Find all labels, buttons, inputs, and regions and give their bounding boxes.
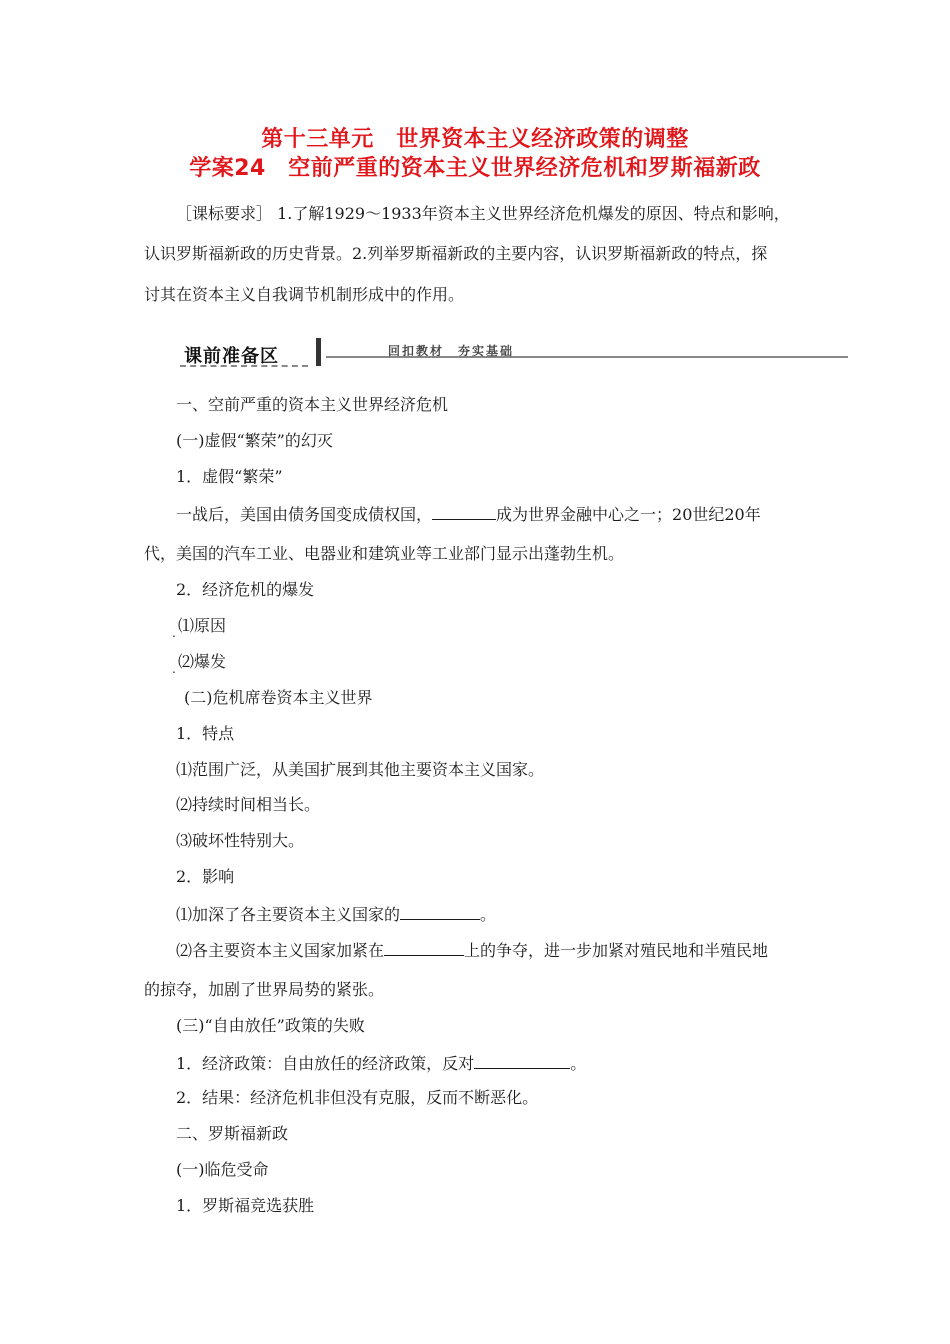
list-item: ⑵持续时间相当长。 bbox=[176, 795, 321, 814]
paragraph-line: 的掠夺，加剧了世界局势的紧张。 bbox=[144, 980, 385, 999]
subsection-heading: (一)虚假“繁荣”的幻灭 bbox=[176, 431, 333, 450]
banner-subtitle: 回扣教材 夯实基础 bbox=[388, 344, 515, 358]
unit-title: 第十三单元 世界资本主义经济政策的调整 bbox=[261, 127, 689, 152]
text-fragment: 上的争夺，进一步加紧对殖民地和半殖民地 bbox=[464, 941, 769, 960]
text-fragment: 。 bbox=[570, 1054, 587, 1073]
list-item: ⑵爆发 bbox=[178, 652, 227, 671]
requirements-line-3: 讨其在资本主义自我调节机制形成中的作用。 bbox=[144, 285, 465, 304]
requirements-line-2: 认识罗斯福新政的历史背景。2.列举罗斯福新政的主要内容，认识罗斯福新政的特点，探 bbox=[144, 244, 768, 263]
text-fragment: 成为世界金融中心之一；20世纪20年 bbox=[496, 505, 761, 524]
subsection-heading: (二)危机席卷资本主义世界 bbox=[184, 688, 373, 707]
banner-dashed-underline bbox=[180, 365, 308, 367]
text-fragment: ⑵各主要资本主义国家加紧在 bbox=[176, 941, 385, 960]
banner-divider-bar bbox=[316, 338, 321, 366]
text-fragment: 一战后，美国由债务国变成债权国， bbox=[176, 505, 433, 524]
subsection-heading: (一)临危受命 bbox=[176, 1160, 269, 1179]
section-banner bbox=[176, 336, 848, 368]
requirements-line-1: ［课标要求］ 1.了解1929～1933年资本主义世界经济危机爆发的原因、特点和影响， bbox=[176, 204, 790, 223]
fill-in-blank[interactable] bbox=[432, 505, 496, 520]
fill-in-blank[interactable] bbox=[384, 941, 464, 956]
item-heading: 1．虚假“繁荣” bbox=[176, 467, 283, 486]
list-item bbox=[176, 941, 768, 959]
bullet-dot-icon: . bbox=[172, 662, 176, 676]
list-item bbox=[176, 905, 496, 923]
text-fragment: 。 bbox=[480, 905, 497, 924]
list-item bbox=[176, 1054, 586, 1072]
subsection-heading: (三)“自由放任”政策的失败 bbox=[176, 1016, 365, 1035]
list-item: ⑶破坏性特别大。 bbox=[176, 831, 305, 850]
item-heading: 1．罗斯福竞选获胜 bbox=[176, 1196, 315, 1215]
lesson-title: 学案24 空前严重的资本主义世界经济危机和罗斯福新政 bbox=[189, 156, 761, 181]
fill-in-blank[interactable] bbox=[400, 905, 480, 920]
list-item: ⑴范围广泛，从美国扩展到其他主要资本主义国家。 bbox=[176, 760, 545, 779]
banner-label: 课前准备区 bbox=[184, 346, 279, 367]
text-fragment: ⑴加深了各主要资本主义国家的 bbox=[176, 905, 401, 924]
item-heading: 2．影响 bbox=[176, 867, 235, 886]
item-heading: 1．特点 bbox=[176, 724, 235, 743]
list-item: ⑴原因 bbox=[178, 616, 227, 635]
item-heading: 2．经济危机的爆发 bbox=[176, 580, 315, 599]
text-fragment: 1．经济政策：自由放任的经济政策，反对 bbox=[176, 1054, 475, 1073]
bullet-dot-icon: . bbox=[172, 626, 176, 640]
paragraph-line bbox=[176, 505, 761, 523]
list-item: 2．结果：经济危机非但没有克服，反而不断恶化。 bbox=[176, 1088, 539, 1107]
section-heading-2: 二、罗斯福新政 bbox=[176, 1124, 289, 1143]
paragraph-line: 代，美国的汽车工业、电器业和建筑业等工业部门显示出蓬勃生机。 bbox=[144, 544, 625, 563]
fill-in-blank[interactable] bbox=[474, 1054, 570, 1069]
section-heading-1: 一、空前严重的资本主义世界经济危机 bbox=[176, 395, 449, 414]
